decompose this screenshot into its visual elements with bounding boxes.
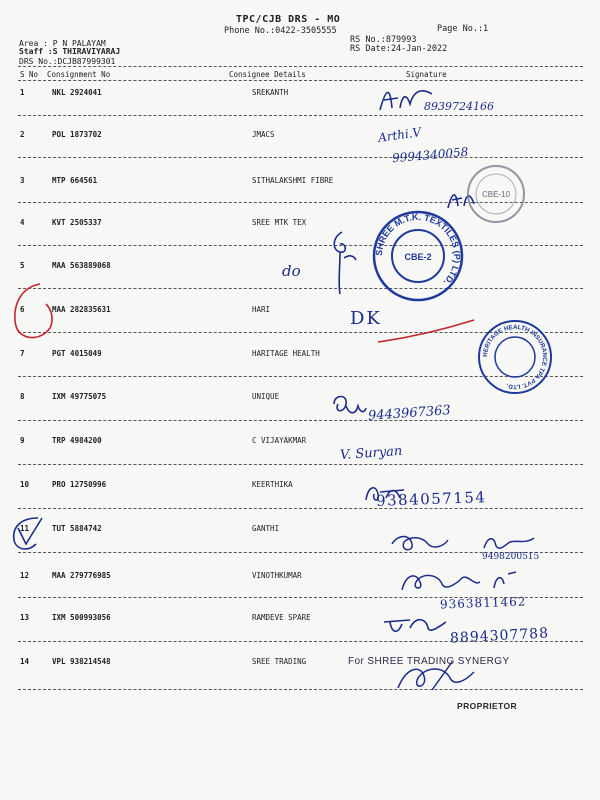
row-consignment: PGT 4015049 xyxy=(52,349,102,358)
row-sno: 7 xyxy=(20,349,25,358)
row-divider xyxy=(18,288,583,289)
row-consignee: SREKANTH xyxy=(252,88,289,97)
column-signature: Signature xyxy=(406,70,447,79)
footer-company-signature: For SHREE TRADING SYNERGY xyxy=(348,656,510,667)
footer-proprietor: PROPRIETOR xyxy=(457,701,518,711)
handwritten-phone: 9384057154 xyxy=(375,488,487,510)
table-row xyxy=(0,88,600,100)
stamp-cbe xyxy=(464,162,528,226)
row-consignment: VPL 938214548 xyxy=(52,657,111,666)
row-sno: 2 xyxy=(20,130,25,139)
column-consignment: Consignment No xyxy=(47,70,111,79)
column-consignee: Consignee Details xyxy=(229,70,306,79)
row-consignment: MAA 279776985 xyxy=(52,571,111,580)
row-consignee: GANTHI xyxy=(252,524,280,533)
row-consignment: IXM 49775075 xyxy=(52,392,107,401)
row-consignee: HARITAGE HEALTH xyxy=(252,349,320,358)
header-divider xyxy=(18,66,583,67)
column-sno: S No xyxy=(20,70,39,79)
row-consignee: RAMDEVE SPARE xyxy=(252,613,311,622)
table-row xyxy=(0,480,600,492)
row-sno: 3 xyxy=(20,176,25,185)
row-consignment: TUT 5884742 xyxy=(52,524,102,533)
row-consignee: UNIQUE xyxy=(252,392,280,401)
handwritten-signature: DK xyxy=(350,308,382,329)
row-consignment: MAA 563889068 xyxy=(52,261,111,270)
row-consignment: POL 1873702 xyxy=(52,130,102,139)
row-sno: 13 xyxy=(20,613,30,622)
blue-check-mark xyxy=(8,514,48,554)
row-consignee: HARI xyxy=(252,305,271,314)
handwritten-phone: 9363811462 xyxy=(439,594,527,612)
row-consignee: KEERTHIKA xyxy=(252,480,293,489)
table-row xyxy=(0,613,600,625)
signature-scribble-8 xyxy=(328,390,368,420)
row-consignment: KVT 2505337 xyxy=(52,218,102,227)
row-divider xyxy=(18,464,583,465)
row-consignment: MTP 664561 xyxy=(52,176,98,185)
signature-scribble-12 xyxy=(398,568,518,596)
row-divider xyxy=(18,689,583,690)
handwritten-phone: 9994340058 xyxy=(391,144,469,166)
row-sno: 14 xyxy=(20,657,30,666)
row-consignee: JMACS xyxy=(252,130,275,139)
handwritten-phone: 8939724166 xyxy=(424,100,494,113)
handwritten-name: V. Suryan xyxy=(339,443,403,464)
table-row xyxy=(0,305,600,317)
row-sno: 6 xyxy=(20,305,25,314)
column-divider xyxy=(18,80,583,81)
row-sno: 9 xyxy=(20,436,25,445)
handwritten-phone: 8894307788 xyxy=(449,625,550,647)
stamp-sree-text: SHREE M.T.K. TEXTILES (P) LTD. xyxy=(373,211,463,288)
svg-text:HERITAGE HEALTH INSURANCE TPA xyxy=(482,324,548,390)
handwritten-phone: 9443967363 xyxy=(367,403,452,424)
table-row xyxy=(0,657,600,669)
footer-signature-scribble xyxy=(392,660,482,696)
row-sno: 8 xyxy=(20,392,25,401)
row-sno: 1 xyxy=(20,88,25,97)
row-consignee: SITHALAKSHMI FIBRE xyxy=(252,176,334,185)
staff-label: Staff :S THIRAVIYARAJ xyxy=(19,47,121,56)
row-consignee: C VIJAYAKMAR xyxy=(252,436,307,445)
stamp-cbe-text: CBE-10 xyxy=(481,190,511,199)
row-consignee: SREE TRADING xyxy=(252,657,307,666)
row-divider xyxy=(18,115,583,116)
table-row xyxy=(0,436,600,448)
handwritten-name: Arthi.V xyxy=(377,125,423,145)
handwritten-phone: 9498200515 xyxy=(482,552,540,562)
handwritten-ditto: do xyxy=(282,262,301,280)
stamp-sree-mtk xyxy=(370,208,466,304)
stamp-sree-city: CBE-2 xyxy=(404,252,432,262)
rs-number: RS No.:879993 xyxy=(350,35,417,45)
row-consignment: MAA 282835631 xyxy=(52,305,111,314)
area-label: Area : P N PALAYAM xyxy=(19,39,106,48)
page-number: Page No.:1 xyxy=(437,24,489,34)
row-divider xyxy=(18,157,583,158)
row-divider xyxy=(18,508,583,509)
stamp-heritage-health xyxy=(476,318,554,396)
row-consignee: SREE MTK TEX xyxy=(252,218,307,227)
row-sno: 11 xyxy=(20,524,30,533)
row-sno: 10 xyxy=(20,480,30,489)
row-sno: 12 xyxy=(20,571,30,580)
row-divider xyxy=(18,420,583,421)
stamp-heritage-text: HERITAGE HEALTH INSURANCE TPA PVT. LTD. xyxy=(481,323,549,391)
row-consignment: IXM 500993056 xyxy=(52,613,111,622)
drs-number: DRS No.:DCJB87999301 xyxy=(19,57,116,66)
phone-number: Phone No.:0422-3505555 xyxy=(224,26,337,36)
row-sno: 4 xyxy=(20,218,25,227)
row-sno: 5 xyxy=(20,261,25,270)
row-divider xyxy=(18,245,583,246)
red-circle-mark xyxy=(10,280,56,344)
rs-date: RS Date:24-Jan-2022 xyxy=(350,44,448,54)
signature-scribble-4 xyxy=(326,228,360,298)
row-consignment: NKL 2924041 xyxy=(52,88,102,97)
document-title: TPC/CJB DRS - MO xyxy=(236,14,341,25)
row-consignment: TRP 4984200 xyxy=(52,436,102,445)
row-consignment: PRO 12750996 xyxy=(52,480,107,489)
red-underline xyxy=(376,318,476,346)
row-consignee: VINOTHKUMAR xyxy=(252,571,302,580)
signature-scribble-13 xyxy=(380,612,450,638)
table-row xyxy=(0,130,600,142)
